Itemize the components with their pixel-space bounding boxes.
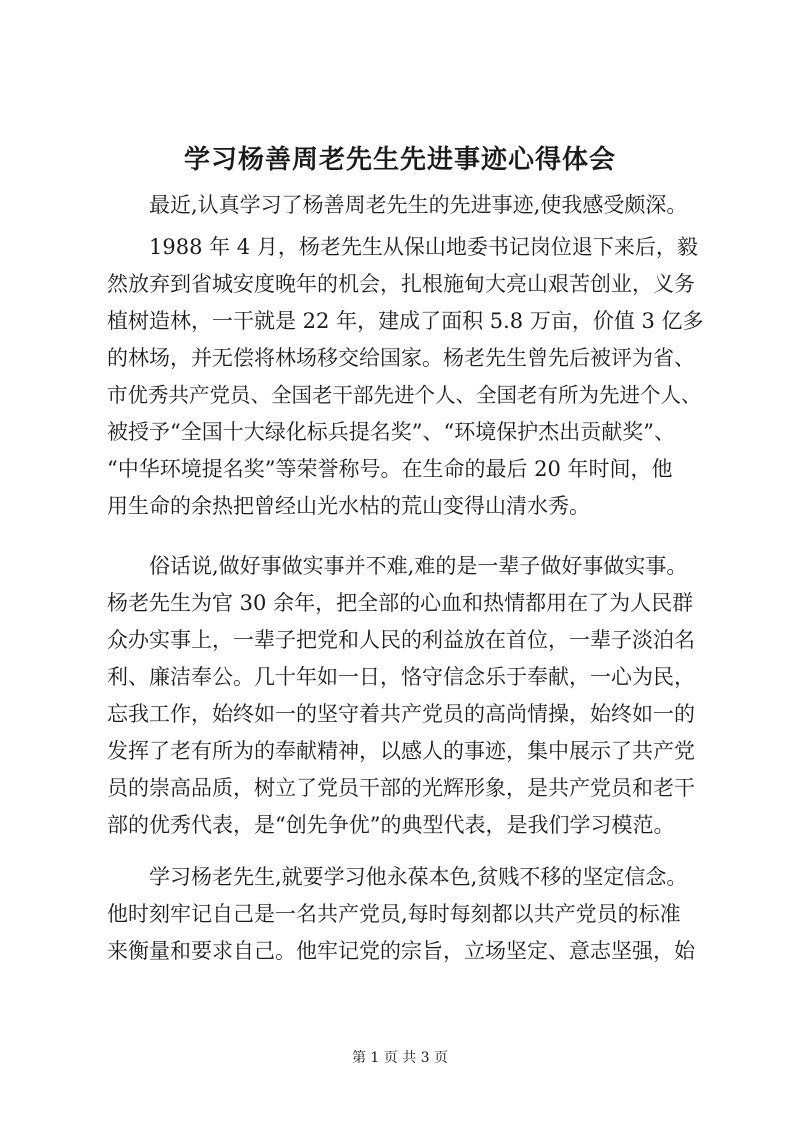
- paragraph-line: 部的优秀代表，是“创先争优”的典型代表，是我们学习模范。: [107, 813, 675, 837]
- paragraph-line: 利、廉洁奉公。几十年如一日，恪守信念乐于奉献，一心为民，: [107, 665, 695, 689]
- paragraph-line: 来衡量和要求自己。他牢记党的宗旨，立场坚定、意志坚强，始: [107, 939, 695, 963]
- paragraph-line: 忘我工作，始终如一的坚守着共产党员的高尚情操，始终如一的: [107, 702, 695, 726]
- paragraph-line: 用生命的余热把曾经山光水枯的荒山变得山清水秀。: [107, 494, 590, 518]
- paragraph-line: 最近,认真学习了杨善周老先生的先进事迹,使我感受颇深。: [149, 193, 688, 217]
- paragraph-line: 被授予“全国十大绿化标兵提名奖”、“环境保护杰出贡献奖”、: [107, 420, 675, 444]
- paragraph-line: 然放弃到省城安度晚年的机会，扎根施甸大亮山艰苦创业，义务: [107, 272, 695, 296]
- paragraph-line: 1988 年 4 月，杨老先生从保山地委书记岗位退下来后，毅: [149, 235, 698, 259]
- paragraph-line: 他时刻牢记自己是一名共产党员,每时每刻都以共产党员的标准: [107, 902, 681, 926]
- document-title: 学习杨善周老先生先进事迹心得体会: [183, 145, 616, 175]
- paragraph-line: 植树造林，一干就是 22 年，建成了面积 5.8 万亩，价值 3 亿多: [107, 309, 704, 333]
- paragraph-line: “中华环境提名奖”等荣誉称号。在生命的最后 20 年时间，他: [107, 457, 673, 481]
- paragraph-line: 学习杨老先生,就要学习他永葆本色,贫贱不移的坚定信念。: [149, 865, 688, 889]
- paragraph-line: 众办实事上，一辈子把党和人民的利益放在首位，一辈子淡泊名: [107, 628, 695, 652]
- paragraph-line: 杨老先生为官 30 余年，把全部的心血和热情都用在了为人民群: [107, 591, 694, 615]
- paragraph-line: 员的崇高品质，树立了党员干部的光辉形象，是共产党员和老干: [107, 776, 695, 800]
- page-footer: 第 1 页 共 3 页: [351, 1050, 449, 1066]
- paragraph-line: 市优秀共产党员、全国老干部先进个人、全国老有所为先进个人、: [107, 383, 702, 407]
- paragraph-line: 发挥了老有所为的奉献精神，以感人的事迹，集中展示了共产党: [107, 739, 695, 763]
- paragraph-line: 的林场，并无偿将林场移交给国家。杨老先生曾先后被评为省、: [107, 346, 695, 370]
- paragraph-line: 俗话说,做好事做实事并不难,难的是一辈子做好事做实事。: [149, 554, 688, 578]
